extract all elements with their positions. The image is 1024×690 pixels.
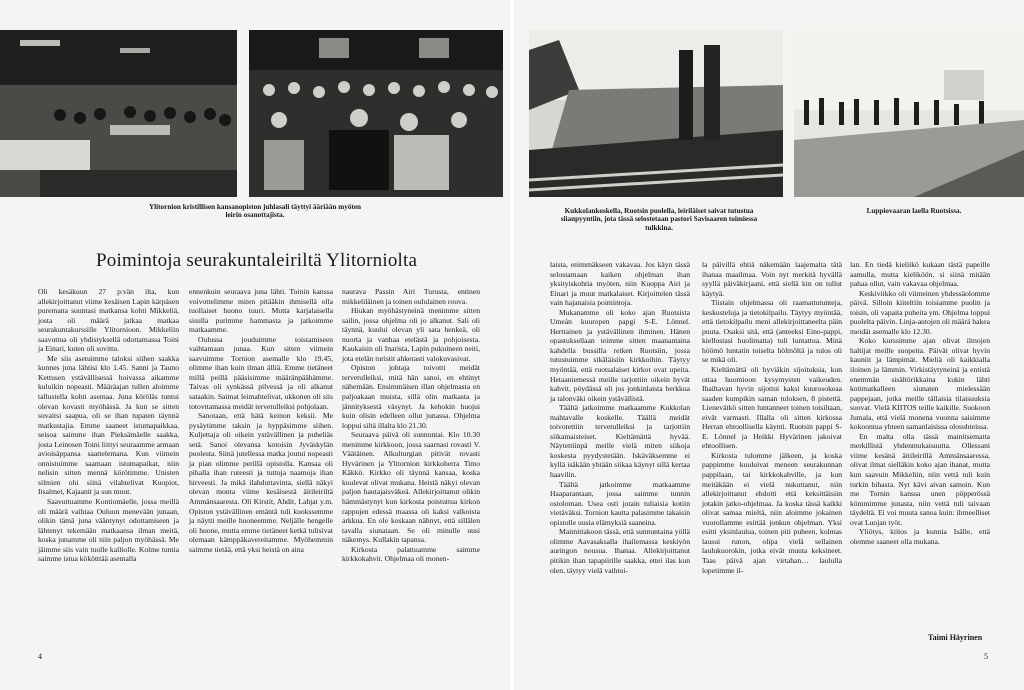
paragraph: Oli kesäkuun 27 p:vän ilta, kun allekirjoittanut viime kesäisen Lapin kärpäsen puremana suuntasi matkansa kohti Mikkeliä, josta oli määrä jatkaa matkaa seurakuntakurssille Ylitornioon. Mikkeliin saavuttua oli yhdistyksellä odottamassa Toini ja Einari, kuten oli sovittu. — [38, 287, 179, 354]
paragraph: Koko kurssimme ajan olivat ilmojen haltijat meille suopeita. Päivät olivat hyvin kauniit ja lämpimät. Mieliä oli kaikkialla iloinen ja lämmin. Virkistäytyneinä ja entistä enemmän sisältörikkaina kukin lähti kotimatkalleen siunaten mielessään pappejaan, jotka meille tällaisia tilaisuuksia suovat. Vielä KIITOS teille kaikille. Suokoon Jumala, että vielä monena vuonna saisimme kokoontua yhteen samanlaisissa olosuhteissa. — [850, 336, 990, 432]
paragraph: naurava Passin Airi Turusta, entinen mikkeliläinen ja toinen oululainen rouva. — [342, 287, 480, 306]
paragraph: Kirkosta tulomme jälkeen, ja koska pappimme kuuluivat meneen seurakunnan pappilaan, tai kirkkokahville, ja kun meitäkään ei vielä nukuttanut, niin allekirjoittanut ehdotti että keksittäisiin jotakin jatko-ohjelmaa. Ja koska tässä kaikki olivat samaa mieltä, niin aloimme jokainen vuorollamme esittää jonkun ohjelman. Yksi esitti yksinlaulua, toinen piti puheen, kolmas lausui runon, olipa vielä sellainen laulukuorokin, jotka eivät muuta keksineet. Taas päivä ajan virtahan… laululla lopetimme il- — [702, 450, 842, 575]
paragraph: Hiukan myöhästyneinä menimme sitten sailin, jossa ohjelma oli jo alkanut. Sali oli täynnä, kuului olevan yli sata henkeä, oli nuorta ja vanhaa etelästä ja pohjoisesta. Kaukaisin oli Inarista, Lapin pukuineen neiti, jota etelän turistit ahkerasti valokuvasivat. — [342, 306, 480, 363]
paragraph: Me siis asetuimme taloksi siihen saakka kunnes juna lähtisi klo 1.45. Sanni ja Tauno Kettusen ystävällisessä hoivassa aikamme kuluikin nopeasti. Määräajan tullen aloimme tallustella kohti asemaa. Juna köröläs tuntui olevan kovasti myöhässä. Ja kun se sitten suvaitsi saapua, oli se ihan tupaten täynnä matkustajia. Emme saaneet istumapaikkaa, seisoa saimme ihan Pieksämäelle saakka, josta Leinosen Toini liittyi seuraamme armaan avioisäppansa saattelemana. Kun viimein onnistuimme saamaan istumapaikat, niin nelisin sitten mennä körötimme. Unisten silmien ohi siinä vilahtelivat Kuopiot, Iisalmet, Kajaanit ja sun muut. — [38, 353, 179, 497]
left-photo-caption: Ylitornion kristillisen kansanopiston juhlasali täyttyi ääriään myöten leirin osanottajista. — [148, 203, 362, 220]
paragraph: En malta olla tässä mainitsematta merkillistä yhdenmukaisuutta. Ollessani viime kesänä äitileirillä Ammänsaaressa, olivat ilmat sielläkin koko ajan ihanat, mutta kun saavuin Mikkeliin, niin vettä tuli kuin turkin hihasta. Nyt kävi aivan samoin. Kun me Tornin kanssa unen pöpperössä kömmimme junasta, niin vettä tuli taivaan täydeltä. Ei voi muuta sanoa kuin: ihmeelliset ovat Luojan työt. — [850, 431, 990, 527]
paragraph: Maimittakoon tässä, että sunnuntaina yöllä olimme Aavasaksalla ihailemassa keskiyön auringon nousua. Ihanaa. Allekirjoittanut pitikin ihan tapapiirille saakka, ettei ilas kun olen, täytyy vielä vaihtoi- — [550, 527, 690, 575]
paragraph: Sanotaan, että hätä keinon keksii. Me pysäytimme taksin ja hyppäsimme siihen. Kuljettaja oli oikein ystävällinen ja puheliäs setä. Sanoi olevansa kotoisin Jyväskylän puolesta. Siinä jutellessa matka joutui nopeasti ja pian olimme perillä opistolla. Kansaa oli pihalla ihan ruteesti ja tuttuja naamoja ihan hirveesti. Ja mikä ilahduttavinta, siellä näkyi olevan monta viime kesäisestä äitileiriltä Ammänsaaresta. Oli Kirstit, Ahdit, Lahjat y.m. Opiston ystävällinen emäntä tuli kuokssemme ja näytti meille huoneemme. Neljälle hengelle oli huone, mutta emme tietäneet ketkä tulisivat olemaan kämppäkavereitamme. Myöhemmin saimme tietää, että yksi heistä on aina — [189, 411, 333, 554]
paragraph: Mukanamme oli koko ajan Ruotsista Umeån kuuropen papgi S-E. Lönnel. Herttainen ja ystävällinen ihminen. Hänen opastuksellaan teimme sitten maanantaina kahdella bussilla retken Ruotsiin, jossa tutustuimme sikäläisiin kirkkoihin. Täytyy myöntää, että ruotsalaiset kirkot ovat upeita. Hetaaniemessä meille tarjottiin oikein hyvät kahvit, pöydässä oli jos jonkinlaista herkkua ja talonväki oikein ystävällistä. — [550, 307, 690, 403]
paragraph: Oulussa jouduimme toistamiseen vaihtamaan junaa. Kun sitten viimein saavuimme Tornion asemalle klo 19.45, olimme ihan kuin ilman älliä. Emme tietäneet millä peillä pääsisimme määränpäähämme. Taivas oli synkässä pilvessä ja oli alkanut sataakin. Saimat leimahtelivat, ukkonen oli siis totovttamassa meidät tervetulleiksi pohjolaan. — [189, 334, 333, 411]
author-signature: Taimi Häyrinen — [928, 633, 983, 642]
paragraph: lan. En tiedä kieliikö kukaan tästä papeille aamulla, mutta kieliköön, si siinä mitään pahaa ollut, vain vakavaa ohjelmaa. — [850, 260, 990, 289]
right-page — [514, 0, 1024, 690]
right-column-1 — [550, 260, 690, 575]
left-page — [0, 0, 510, 690]
paragraph: Seuraava päivä oli sunnuntai. Klo 10.30 menimme kirkkoon, jossa saarnasi rovasti V. Väätäinen. Alkulturgian pitivät rovasti Hyvärinen ja Ylitornion kirkkoherra Timo Käkkö. Kirkko oli täynnä kansaa, koska kuulevat olivat mukana. Heistä näkyi olevan paljon hautajaisväkeä. Allekirjoittanut olikin hämmästynyt kun kirkosta poistuttua kirkon rappujen edessä maassa oli kaksi valkoista arkkua. En ole koskaan nähnyt, että sillälen tavalla siunataan. Se oli minulle uusi näkemys. Kullakin tapansa. — [342, 430, 480, 545]
article-title: Poimintoja seurakuntaleiriltä Ylitorniolta — [96, 250, 418, 271]
paragraph: Täältä jatkoimme matkaamme Haaparantaan, jossa saimme tunnin ostoloman. Useа osti jotain tuliaisia kotiin vietäväksi. Tornion kautta palasimme takaisin opistolle uusia elämyksiä saaneina. — [550, 479, 690, 527]
paragraph: Yliötys, kiitos ja kunnia Isälle, että olemme saaneet olla mukana. — [850, 527, 990, 546]
paragraph: Keskiviikko oli viimeinen yhdessäolomme päivä. Silloin kiiteltiin toisiamme puolin ja toisin, oli vapaita puheita ym. Ohjelma loppui puolelta päivin. Linja-autojen oli määrä hakea meidät asemalle klo 12.30. — [850, 288, 991, 336]
paragraph: Kirkosta palattuamme saimme kirkkokahvit. Ohjelmaa oli monen- — [342, 544, 480, 564]
photo-audience — [249, 30, 503, 197]
paragraph: Saavuttuamme Kontiomäelle, jossa meillä oli määrä vaihtaa Ouluun menevään junaan, olikin tämä juna vääntynyt odottamiseen ja lähtenyt tekemään matkaansa ilman meitä, koska junamme oli niin paljon myöhässä. Me jäimme siis vain tuolle kalliolle. Kolme tuntia saimme istua kökötttää asemalla — [38, 497, 179, 564]
right-column-2 — [702, 260, 842, 575]
page-number-left: 4 — [38, 652, 42, 661]
paragraph: la päivillä ehtiä näkemään laajemalta tätä ihanaa maailmaa. Voin nyt merkitä hyvällä syyllä päiväkirjaani, että siellä kin on tullut käytyä. — [702, 260, 842, 298]
paragraph: laista, enimmäkseen vakavaa. Jos käyn tässä selostamaan kaiken ohjelman ihan yksityiskohtia myöten, niin Kuoppa Airi ja Einari ja muut matkalaiset. Kirjoittelen tässä vain hajanaisia poimintoja. — [550, 260, 690, 308]
paragraph: Opiston johtaja toivotti meidät tervetulleiksi, mitä hän sanoi, en ehtinyt nähemään. Ensimmäisen illan ohjelmasta en paljoakaan muista, sillä olin matkasta ja jännityksestä väsynyt. Ja kehokin huojui kuin olisin edelleen ollut junassa. Ohjelma loppui siltä illalta klo 21.30. — [342, 363, 480, 430]
left-column-1 — [38, 287, 179, 564]
paragraph: Tiistain ohjelmassa oli raamattutunteja, keskusteluja ja tietokilpailu. Täytyy myöntää, että tietokilpailu meni allekirjoittaneelta päin puuta. Osaksi sitä, että (anteeksi Eino-pappi, kiellostasi huolimatta) tuli luntattua. Minä höömö luntatin toiselta hölmöltä ja tulos oli se mikä oli. — [702, 298, 842, 365]
left-column-2 — [189, 287, 333, 554]
right-column-3 — [850, 260, 990, 546]
paragraph: Täältä jatkoimme matkaamme Kukkolan mahtavalle koskelle. Täällä meidät toivotettiin tervetulleiksi ja tarjottiin siikamaisteiset. Kieltämättä hyvää. Näytettiinpä meille vielä miten siikoja koskesta pyydystetään. Iskäväksemme ei kyllä isäkään yhtään siikaa käynyt sillä kertaa haavilin. — [550, 403, 690, 480]
center-photo-caption: Kukkolankoskella, Ruotsin puolella, leiriläiset saivat tutustua siianpyyntiin, jota tässä selostetaan pastori Savisaaren toimiessa tulkkina. — [560, 207, 758, 232]
paragraph: ennenkuin seuraava juna lähti. Toinin kanssa voivottelimme miten pitääkin ihmisellä olla tuollaiset huono tuuri. Mutta karjalaisella sisulla purimme hammasta ja jatkoimme matkaamme. — [189, 287, 333, 335]
left-column-3 — [342, 287, 480, 564]
paragraph: Kieltämättä oli hyviäkin sijoituksia, kun ottaa huomioon kysymysten vaikeuden. Ihailtavan hyvin sijottui kaksi kuurosokeaa saaden kumpikin saman tuloksen, 8 pistettä. Lienevätkö sitten luntanneet toinen toisiltaan, eivät varmasti. Illalla oli sitten kirkossa Herran ehtoollisella käynti. Ruotsin pappi S-E. Lönnel ja Heikki Hyvärinen jakoivat ehtoollisen. — [702, 365, 842, 451]
page-number-right: 5 — [984, 652, 988, 661]
right-photo-caption: Luppiovaaran laella Ruotsissa. — [866, 207, 962, 215]
photo-hilltop-group — [794, 30, 1024, 197]
photo-rapids — [529, 30, 783, 197]
photo-dining-hall — [0, 30, 237, 197]
